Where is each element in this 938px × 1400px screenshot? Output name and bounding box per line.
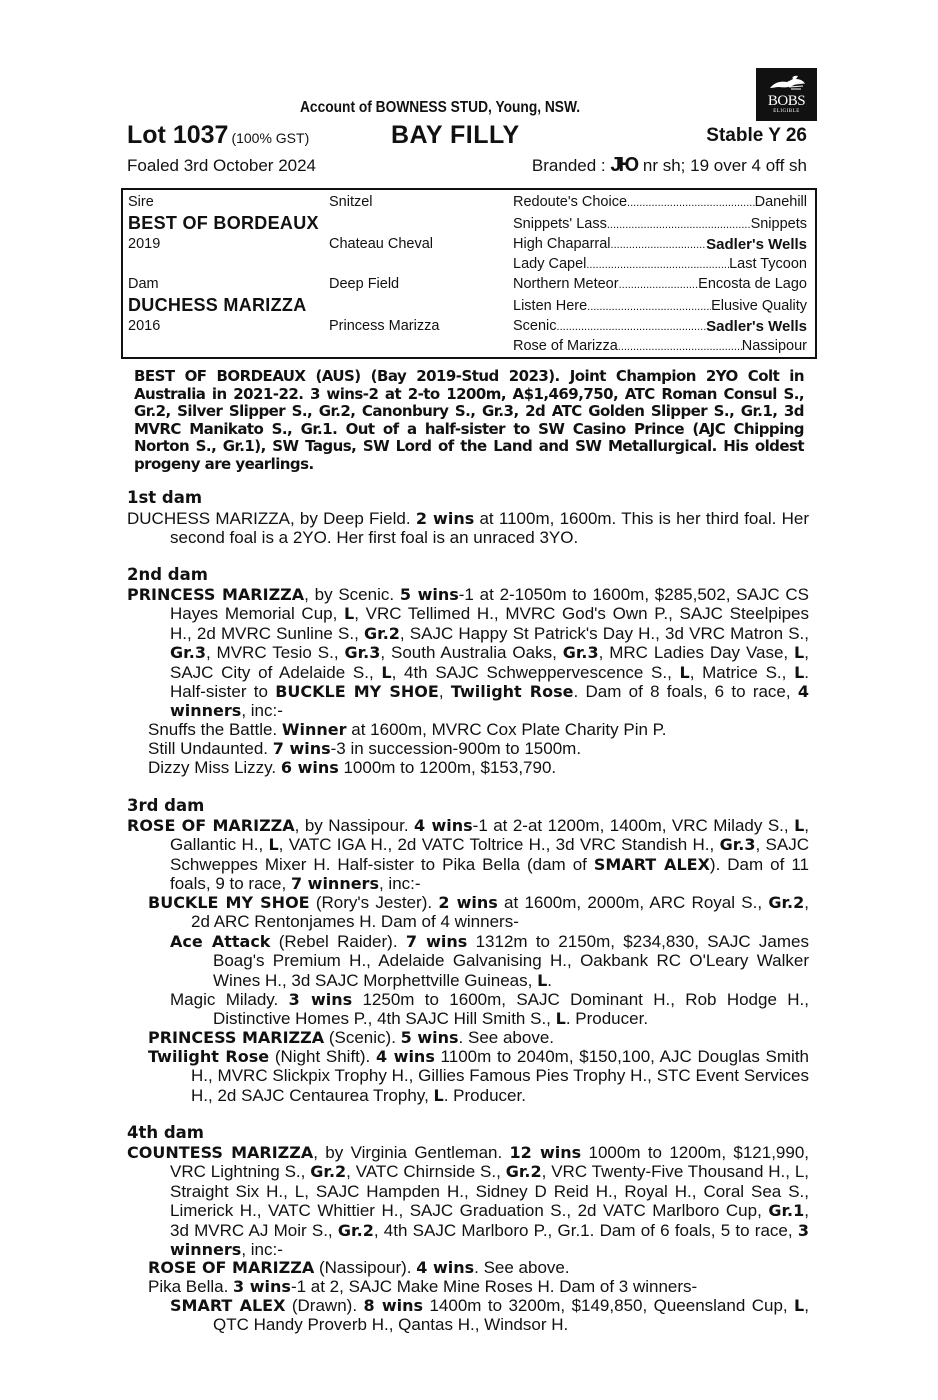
dam-year: 2016 <box>128 318 161 334</box>
text: . Producer. <box>443 1085 526 1105</box>
wins: 7 wins <box>405 932 468 951</box>
grade: Gr.2 <box>768 893 805 912</box>
progeny-entry <box>148 1028 809 1047</box>
gp-right: Sadler's Wells <box>706 236 807 253</box>
text: Still Undaunted. <box>148 739 273 758</box>
text: , by Nassipour. <box>294 816 415 835</box>
grade: L <box>537 970 548 990</box>
gp-left: Listen Here <box>513 298 588 314</box>
text: , <box>438 682 451 702</box>
text: , VRC Tellimed H., MVRC God's Own P., SAJC Steelpipes H., 2d MVRC Sunline S., <box>170 604 810 643</box>
brand-mark-icon: JЮ <box>610 154 637 176</box>
second-dam-text <box>127 585 809 721</box>
text: 1000m to 1200m, $121,990, VRC Lightning S., <box>170 1143 810 1182</box>
foaled-date: Foaled 3rd October 2024 <box>127 156 317 175</box>
grade: L <box>268 835 279 855</box>
winners: 4 winners <box>170 682 810 721</box>
text: ). Dam of 11 foals, 9 to race, <box>170 854 809 894</box>
text: , MRC Ladies Day Vase, <box>598 643 795 663</box>
fourth-dam-heading: 4th dam <box>127 1123 204 1142</box>
text: , Gallantic H., <box>170 816 809 855</box>
grade: L <box>555 1009 566 1029</box>
grade: L <box>794 643 805 663</box>
grade: Gr.3 <box>170 643 206 663</box>
grade: Gr.2 <box>363 623 400 643</box>
text: (Rory's Jester). <box>309 893 439 912</box>
horse-name: COUNTESS MARIZZA <box>127 1143 314 1162</box>
grade: L <box>679 662 690 682</box>
granddam-row <box>513 298 807 314</box>
wins: 3 wins <box>288 990 353 1009</box>
horse-description: BAY FILLY <box>391 121 520 149</box>
gp-left: Redoute's Choice <box>513 194 628 210</box>
text: 1250m to 1600m, SAJC Dominant H., Rob Hodge H., Distinctive Homes P., 4th SAJC Hill Smith S., <box>213 990 809 1029</box>
gp-left: Scenic <box>513 318 557 334</box>
text: at 1600m, MVRC Cox Plate Charity Pin P. <box>346 720 667 739</box>
gp-left: Northern Meteor <box>513 276 619 292</box>
gp-right: Encosta de Lago <box>698 276 807 292</box>
third-dam-heading: 3rd dam <box>127 796 205 815</box>
text: . Producer. <box>565 1009 649 1029</box>
horse-name: Twilight Rose <box>148 1047 270 1066</box>
gp-right: Sadler's Wells <box>706 318 807 335</box>
progeny-entry <box>148 739 809 758</box>
horse-name: BUCKLE MY SHOE <box>275 682 439 702</box>
wins: 8 wins <box>363 1296 424 1315</box>
grade: Gr.3 <box>719 835 756 855</box>
horse-name: BUCKLE MY SHOE <box>148 893 310 912</box>
progeny-entry <box>170 932 809 990</box>
winners: 7 winners <box>290 874 379 894</box>
grade: Gr.1 <box>768 1201 805 1221</box>
horse-name: Twilight Rose <box>450 682 574 702</box>
horse-name: SMART ALEX <box>170 1296 286 1315</box>
text: 1100m to 2040m, $150,100, AJC Douglas Smith H., MVRC Slickpix Trophy H., Gillies Famous Pies Trophy H., STC Event Services H., 2d SAJC Centaurea Trophy, <box>191 1047 810 1105</box>
grade: L <box>794 662 805 682</box>
grade: L <box>794 816 805 835</box>
dam-dam: Princess Marizza <box>329 318 440 334</box>
granddam-row <box>513 256 807 272</box>
text: , 4th SAJC Marlboro P., Gr.1. Dam of 6 foals, 5 to race, <box>373 1220 798 1240</box>
gp-right: Elusive Quality <box>711 298 807 314</box>
lot-header <box>127 121 807 151</box>
gp-left: High Chaparral <box>513 236 611 252</box>
text: 1312m to 2150m, $234,830, SAJC James Boag's Premium H., Adelaide Galvanising H., Oakbank RC O'Leary Walker Wines H., 3d SAJC Morphettville Guineas, <box>213 932 809 990</box>
text: , by Virginia Gentleman. <box>313 1143 510 1162</box>
text: at 1600m, 2000m, ARC Royal S., <box>497 893 769 912</box>
grade: L <box>794 1296 805 1315</box>
granddam-row <box>513 216 807 232</box>
stable-location: Stable Y 26 <box>706 125 807 146</box>
sire-year: 2019 <box>128 236 161 252</box>
gst-note: (100% GST) <box>231 130 310 146</box>
text: , inc:- <box>241 1240 283 1260</box>
horse-name: PRINCESS MARIZZA <box>148 1028 325 1047</box>
wins: 4 wins <box>414 816 473 835</box>
grade: Gr.3 <box>562 643 599 663</box>
text: , SAJC Schweppes Mixer H. Half-sister to Pika Bella (dam of <box>170 835 809 874</box>
text: , VRC Twenty-Five Thousand H., L, Straight Six H., L, SAJC Hampden H., Sidney D Reid H., Royal H., Coral Sea S., Limerick H., VATC Whittier H., SAJC Graduation S., 2d VATC Marlboro Cup, <box>170 1162 810 1221</box>
text: DUCHESS MARIZZA, by Deep Field. <box>127 509 416 528</box>
horse-name: SMART ALEX <box>593 854 710 874</box>
horse-logo-icon <box>767 73 807 93</box>
text: 1400m to 3200m, $149,850, Queensland Cup, <box>423 1296 795 1315</box>
granddam-row <box>513 318 807 335</box>
text: . Dam of 8 foals, 6 to race, <box>573 682 798 702</box>
text: . Half-sister to <box>170 662 809 702</box>
grade: L <box>433 1085 444 1105</box>
text: , inc:- <box>241 701 283 721</box>
gp-left: Snippets' Lass <box>513 216 607 232</box>
sire-dam: Chateau Cheval <box>329 236 433 252</box>
granddam-row <box>513 276 807 292</box>
text: . <box>547 970 553 990</box>
text: , 4th SAJC Schweppervescence S., <box>391 662 680 682</box>
pedigree-table <box>121 188 817 359</box>
wins: 3 wins <box>233 1277 291 1296</box>
bobs-eligible-logo <box>756 68 817 121</box>
text: , QTC Handy Proverb H., Qantas H., Windsor H. <box>213 1296 809 1335</box>
second-dam-heading: 2nd dam <box>127 565 208 584</box>
horse-name: Ace Attack <box>170 932 271 951</box>
third-dam-text <box>127 816 809 894</box>
text: 1000m to 1200m, $153,790. <box>338 758 557 777</box>
logo-title: BOBS <box>767 93 806 109</box>
text: (Nassipour). <box>314 1258 417 1277</box>
text: , South Australia Oaks, <box>380 643 563 663</box>
sire-label: Sire <box>128 194 154 210</box>
branding <box>532 154 807 177</box>
dam-name: DUCHESS MARIZZA <box>128 295 307 315</box>
wins: 7 wins <box>272 739 331 758</box>
text: Dizzy Miss Lizzy. <box>148 758 281 777</box>
horse-name: PRINCESS MARIZZA <box>127 585 305 604</box>
text: at 1100m, 1600m. This is her third foal. Her second foal is a 2YO. Her first foal is an unraced 3YO. <box>170 509 809 548</box>
grade: L <box>344 604 355 624</box>
text: (Drawn). <box>285 1296 364 1315</box>
gp-right: Snippets <box>750 216 807 232</box>
progeny-entry <box>170 1296 809 1335</box>
wins: 12 wins <box>509 1143 582 1162</box>
wins: 2 wins <box>415 509 475 528</box>
branded-text: nr sh; 19 over 4 off sh <box>642 156 807 175</box>
text: -1 at 2-at 1200m, 1400m, VRC Milady S., <box>472 816 795 835</box>
text: . See above. <box>458 1028 555 1047</box>
branded-label: Branded : <box>531 156 606 175</box>
text: , VATC IGA H., 2d VATC Toltrice H., 3d VRC Standish H., <box>278 835 720 855</box>
fourth-dam-text <box>127 1143 809 1259</box>
lot-label: Lot 1037 <box>127 121 229 149</box>
vendor-account: Account of BOWNESS STUD, Young, NSW. <box>300 99 581 116</box>
text: (Rebel Raider). <box>270 932 406 951</box>
grade: Gr.3 <box>344 643 381 663</box>
text: -3 in succession-900m to 1500m. <box>330 739 582 758</box>
text: , 3d MVRC AJ Moir S., <box>170 1201 809 1240</box>
winners: 3 winners <box>170 1220 809 1260</box>
gp-left: Rose of Marizza <box>513 338 618 354</box>
text: Pika Bella. <box>148 1277 234 1296</box>
wins: 4 wins <box>375 1047 435 1066</box>
text: , SAJC Happy St Patrick's Day H., 3d VRC Matron S., <box>399 623 809 643</box>
progeny-entry <box>148 893 809 932</box>
progeny-entry <box>148 1047 809 1105</box>
wins: 6 wins <box>280 758 339 777</box>
text: . See above. <box>474 1258 570 1277</box>
horse-name: ROSE OF MARIZZA <box>127 816 295 835</box>
wins: 5 wins <box>400 1028 459 1047</box>
text: , 2d ARC Rentonjames H. Dam of 4 winners- <box>191 893 809 932</box>
grade: L <box>381 662 392 682</box>
progeny-entry <box>148 1258 809 1277</box>
text: , VATC Chirnside S., <box>346 1162 506 1182</box>
grade: Gr.2 <box>337 1220 374 1240</box>
wins: Winner <box>281 720 347 739</box>
logo-subtitle: ELIGIBLE <box>773 109 800 114</box>
wins: 2 wins <box>438 893 498 912</box>
text: , by Scenic. <box>304 585 400 604</box>
progeny-entry <box>148 758 809 777</box>
granddam-row <box>513 236 807 253</box>
text: (Night Shift). <box>269 1047 376 1066</box>
gp-right: Nassipour <box>741 338 807 354</box>
text: -1 at 2, SAJC Make Mine Roses H. Dam of 3 winners- <box>290 1277 698 1296</box>
horse-name: ROSE OF MARIZZA <box>148 1258 315 1277</box>
text: -1 at 2-1050m to 1600m, $285,502, SAJC CS Hayes Memorial Cup, <box>170 585 809 624</box>
text: Magic Milady. <box>170 990 289 1009</box>
progeny-entry <box>148 1277 809 1296</box>
gp-right: Danehill <box>754 194 807 210</box>
sire-description: BEST OF BORDEAUX (AUS) (Bay 2019-Stud 2023). Joint Champion 2YO Colt in Australia in 2021-22. 3 wins-2 at 2-to 1200m, A$1,469,750, ATC Roman Consul S., Gr.2, Silver Slipper S., Gr.2, Canonbury S., Gr.3, 2d ATC Golden Slipper S., Gr.1, 3d MVRC Manikato S., Gr.1. Out of a half-sister to SW Casino Prince (AJC Chipping Norton S., Gr.1), SW Tagus, SW Lord of the Land and SW Metallurgical. His oldest progeny are yearlings. <box>134 367 804 473</box>
grade: Gr.2 <box>505 1162 542 1182</box>
wins: 5 wins <box>399 585 459 604</box>
first-dam-heading: 1st dam <box>127 488 203 507</box>
text: , SAJC City of Adelaide S., <box>170 643 809 682</box>
wins: 4 wins <box>416 1258 475 1277</box>
text: , inc:- <box>378 874 421 894</box>
granddam-row <box>513 194 807 210</box>
gp-right: Last Tycoon <box>729 256 807 272</box>
gp-left: Lady Capel <box>513 256 587 272</box>
sire-sire: Snitzel <box>329 194 373 210</box>
progeny-entry <box>148 720 809 739</box>
dam-sire: Deep Field <box>329 276 400 292</box>
text: Snuffs the Battle. <box>148 720 282 739</box>
granddam-row <box>513 338 807 354</box>
text: , MVRC Tesio S., <box>205 643 345 663</box>
text: (Scenic). <box>324 1028 401 1047</box>
text: , Matrice S., <box>689 662 795 682</box>
grade: Gr.2 <box>310 1162 347 1182</box>
progeny-entry <box>170 990 809 1029</box>
sire-name: BEST OF BORDEAUX <box>128 213 319 233</box>
lot-number <box>127 121 309 150</box>
dam-label: Dam <box>128 276 159 292</box>
first-dam-text <box>127 509 809 548</box>
